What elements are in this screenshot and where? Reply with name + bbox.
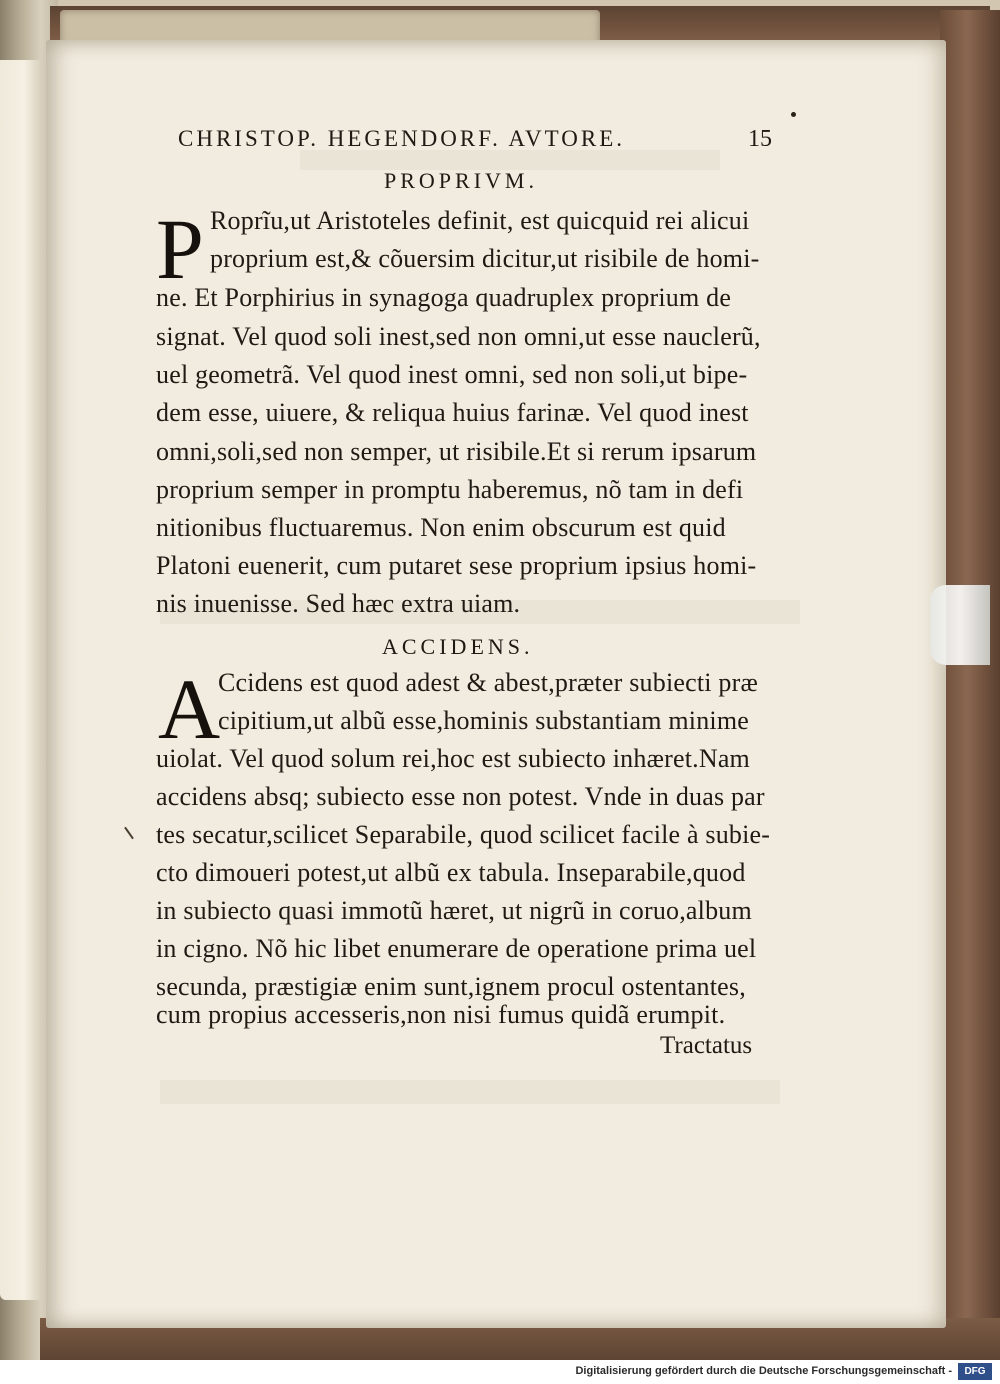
text-line: omni,soli,sed non semper, ut risibile.Et si rerum ipsarum — [156, 437, 757, 466]
text-line: Platoni euenerit, cum putaret sese proprium ipsius homi- — [156, 551, 757, 580]
section-heading-accidens: ACCIDENS. — [382, 634, 534, 659]
drop-cap-a: A — [158, 661, 221, 757]
left-page-edge — [0, 60, 40, 1300]
text-line: proprium est,& cõuersim dicitur,ut risibile de homi- — [210, 244, 760, 273]
text-line: secunda, præstigiæ enim sunt,ignem procul ostentantes, — [156, 972, 746, 1001]
ink-dot — [791, 112, 796, 117]
text-line: Ccidens est quod adest & abest,præter subiecti præ — [218, 668, 759, 697]
text-line: cipitium,ut albũ esse,hominis substantiam minime — [218, 706, 749, 735]
text-line: tes secatur,scilicet Separabile, quod scilicet facile à subie- — [156, 820, 771, 849]
text-line: ne. Et Porphirius in synagoga quadruplex proprium de — [156, 283, 732, 312]
text-line: dem esse, uiuere, & reliqua huius farinæ. Vel quod inest — [156, 398, 749, 427]
text-line: cum propius accesseris,non nisi fumus quidã erumpit. — [156, 1000, 726, 1029]
digitization-footer — [0, 1360, 1000, 1384]
text-line: accidens absq; subiecto esse non potest. Vnde in duas par — [156, 782, 765, 811]
show-through — [300, 150, 720, 170]
text-line: cto dimoueri potest,ut albũ ex tabula. Inseparabile,quod — [156, 858, 746, 887]
drop-cap-p: P — [156, 201, 204, 297]
text-line: in subiecto quasi immotũ hæret, ut nigrũ in coruo,album — [156, 896, 752, 925]
page-number: 15 — [748, 126, 772, 152]
section-heading-proprium: PROPRIVM. — [384, 168, 538, 193]
text-line: nis inuenisse. Sed hæc extra uiam. — [156, 589, 521, 618]
text-line: uiolat. Vel quod solum rei,hoc est subiecto inhæret.Nam — [156, 744, 750, 773]
plastic-page-clip — [930, 585, 990, 665]
dfg-logo: DFG — [958, 1363, 992, 1380]
text-line: signat. Vel quod soli inest,sed non omni,ut esse nauclerũ, — [156, 322, 761, 351]
text-line: proprium semper in promptu haberemus, nõ tam in defi — [156, 475, 744, 504]
text-line: uel geometrã. Vel quod inest omni, sed non soli,ut bipe- — [156, 360, 748, 389]
text-line: nitionibus fluctuaremus. Non enim obscurum est quid — [156, 513, 726, 542]
running-head: CHRISTOP. HEGENDORF. AVTORE. — [178, 126, 626, 151]
funding-credit: Digitalisierung gefördert durch die Deutsche Forschungsgemeinschaft - — [575, 1365, 952, 1377]
show-through — [160, 1080, 780, 1104]
catchword: Tractatus — [660, 1032, 753, 1059]
text-line: in cigno. Nõ hic libet enumerare de operatione prima uel — [156, 934, 757, 963]
right-board-edge — [940, 10, 1000, 1340]
text-line: Roprĩu,ut Aristoteles definit, est quicquid rei alicui — [210, 206, 750, 235]
